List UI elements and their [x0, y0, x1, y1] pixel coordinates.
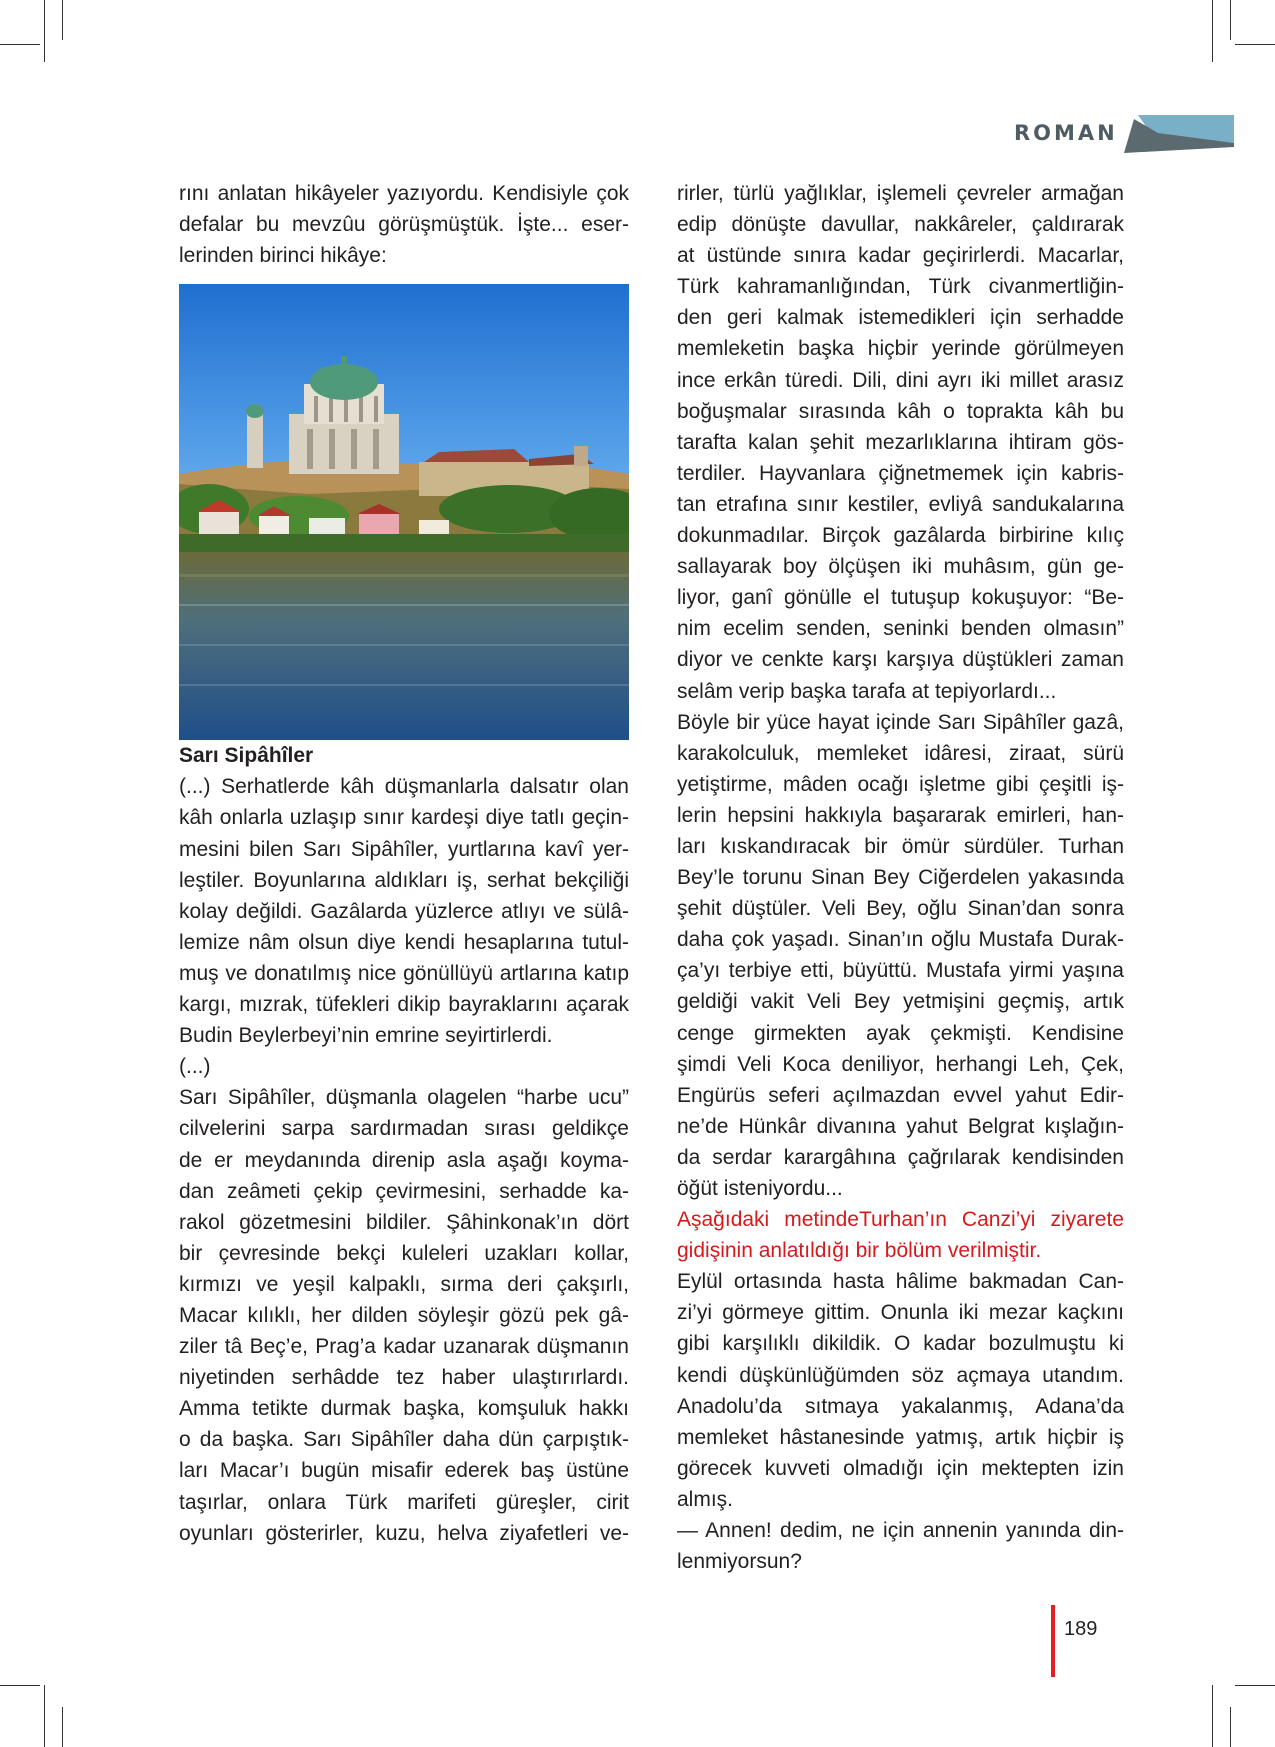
text-line: (...) Serhatlerde kâh düşmanlarla dalsatır olan	[179, 775, 629, 799]
text-line: tarafta kalan şehit mezarlıklarına ihtiram gös-	[677, 430, 1124, 454]
text-line: — Annen! dedim, ne için annenin yanında din-	[677, 1519, 1124, 1543]
paragraph	[179, 771, 629, 1051]
text-line: at üstünde sınıra kadar geçirirlerdi. Macarlar,	[677, 244, 1124, 268]
text-line: taşırlar, onlara Türk marifeti güreşler, cirit	[179, 1490, 629, 1514]
text-line: bir çevresinde bekçi kuleleri uzakları kollar,	[179, 1241, 629, 1265]
crop-mark	[0, 44, 40, 45]
crop-mark	[1212, 0, 1213, 62]
page-number: 189	[1064, 1618, 1098, 1640]
basilica-photo	[179, 284, 629, 740]
text-line: rını anlatan hikâyeler yazıyordu. Kendisiyle çok	[179, 182, 629, 205]
right-column	[677, 178, 1124, 1577]
text-line: selâm verip başka tarafa at tepiyorlardı...	[677, 679, 1057, 703]
text-line: gibi karşılıklı dikildik. O kadar bozulmuştu ki	[677, 1332, 1124, 1356]
text-line: ziler tâ Beç’e, Prag’a kadar uzanarak düşmanın	[179, 1335, 629, 1359]
text-line: terdiler. Hayvanlara çiğnetmemek için kabris-	[677, 461, 1124, 485]
intro-paragraph	[179, 178, 629, 271]
text-line: Türk kahramanlığından, Türk civanmertliğin-	[677, 275, 1124, 299]
text-line: Böyle bir yüce hayat içinde Sarı Sipâhîler gazâ,	[677, 710, 1124, 734]
text-line: o da başka. Sarı Sipâhîler daha dün çarpıştık-	[179, 1428, 629, 1452]
text-line: geldiği vakit Veli Bey yetmişini geçmiş, artık	[677, 990, 1124, 1014]
text-line: lenmiyorsun?	[677, 1550, 802, 1574]
paragraph	[677, 707, 1124, 1205]
crop-mark	[1235, 1685, 1275, 1686]
text-line: öğüt isteniyordu...	[677, 1177, 843, 1200]
text-line: şehit düştüler. Veli Bey, oğlu Sinan’dan sonra	[677, 897, 1124, 921]
text-line: Eylül ortasında hasta hâlime bakmadan Can-	[677, 1270, 1124, 1294]
text-line: niyetinden serhâdde tez haber ulaştırırlardı.	[179, 1366, 629, 1390]
text-line: şimdi Veli Koca deniliyor, herhangi Leh, Çek,	[677, 1052, 1124, 1076]
text-line: görecek kuvveti olmadığı için mektepten izin	[677, 1456, 1124, 1480]
dialogue-paragraph	[677, 1515, 1124, 1577]
crop-mark	[0, 1685, 40, 1686]
text-line: ları kıskandıracak bir ömür sürdüler. Turhan	[677, 834, 1124, 858]
text-line: muş ve donatılmış nice gönüllüyü artlarına katıp	[179, 961, 629, 985]
text-line: dan zeâmeti çekip çevirmesini, serhadde ka-	[179, 1179, 629, 1203]
instruction-text	[677, 1204, 1124, 1266]
text-line: rirler, türlü yağlıklar, işlemeli çevreler armağan	[677, 182, 1124, 205]
photo-illustration	[179, 284, 629, 740]
paragraph	[677, 178, 1124, 707]
text-line: lemize nâm olsun diye kendi hesaplarına tutul-	[179, 930, 629, 954]
text-line: liyor, ganî gönülle el tutuşup kokuşuyor: “Be-	[677, 586, 1124, 610]
text-line: Macar kılıklı, her dilden söyleşir gözü pek gâ-	[179, 1303, 629, 1327]
text-line: mesini bilen Sarı Sipâhîler, yurtlarına kavî yer-	[179, 837, 629, 861]
text-line: oyunları gösterirler, kuzu, helva ziyafetleri ve-	[179, 1521, 629, 1545]
text-line: edip dönüşte davullar, nakkâreler, çaldırarak	[677, 213, 1124, 237]
paragraph	[677, 1266, 1124, 1515]
text-line: Budin Beylerbeyi’nin emrine seyirtirlerdi.	[179, 1024, 553, 1048]
text-line: gidişinin anlatıldığı bir bölüm verilmiştir.	[677, 1239, 1042, 1263]
text-line: boğuşmalar sırasında kâh o toprakta kâh bu	[677, 399, 1124, 423]
text-line: de er meydanında direnip asla aşağı koyma-	[179, 1148, 629, 1172]
crop-mark	[44, 0, 45, 62]
left-column	[179, 178, 629, 1549]
text-line: karakolculuk, memleket idâresi, ziraat, sürü	[677, 741, 1124, 765]
text-line: Bey’le torunu Sinan Bey Ciğerdelen yakasında	[677, 866, 1124, 890]
text-line: Engürüs seferi açılmazdan evvel yahut Edir-	[677, 1083, 1124, 1107]
text-line: kâh onlarla uzlaşıp sınır kardeşi diye tatlı geçin-	[179, 806, 629, 830]
crop-mark	[1230, 0, 1231, 40]
text-line: zi’yi görmeye gittim. Onunla iki mezar kaçkını	[677, 1301, 1124, 1325]
text-line: kargı, mızrak, tüfekleri dikip bayraklarını açarak	[179, 993, 629, 1017]
text-line: Anadolu’da sıtmaya yakalanmış, Adana’da	[677, 1394, 1124, 1418]
text-line: rakol gözetmesini bildiler. Şâhinkonak’ın dört	[179, 1210, 629, 1234]
text-line: kolay değildi. Gazâlarda yüzlerce atlıyı ve sülâ-	[179, 899, 629, 923]
crop-mark	[62, 1707, 63, 1747]
text-line: Sarı Sipâhîler, düşmanla olagelen “harbe ucu”	[179, 1086, 629, 1110]
text-line: den geri kalmak istemedikleri için serhadde	[677, 306, 1124, 330]
text-line: kendi düşkünlüğümden söz açmaya utandım.	[677, 1363, 1124, 1387]
text-line: ları Macar’ı bugün misafir ederek baş üstüne	[179, 1459, 629, 1483]
text-line: defalar bu mevzûu görüşmüştük. İşte... eser-	[179, 213, 629, 237]
text-line: almış.	[677, 1487, 734, 1511]
paragraph	[179, 1082, 629, 1548]
crop-mark	[1230, 1707, 1231, 1747]
text-line: leştiler. Boyunlarına aldıkları iş, serhat bekçiliği	[179, 868, 629, 892]
text-line: daha çok yaşadı. Sinan’ın oğlu Mustafa Durak-	[677, 928, 1124, 952]
text-line: ne’de Hünkâr divanına yahut Belgrat kışlağın-	[677, 1114, 1124, 1138]
text-line: kırmızı ve yeşil kalpaklı, sırma deri çakşırlı,	[179, 1272, 629, 1296]
text-line: tan etrafına sınır kestiler, evliyâ sandukalarına	[677, 492, 1124, 516]
text-line: ince erkân türedi. Dili, dini ayrı iki millet arasız	[677, 368, 1124, 392]
text-line: Aşağıdaki metindeTurhan’ın Canzi’yi ziyarete	[677, 1208, 1124, 1232]
text-line: Amma tetikte durmak başka, komşuluk hakkı	[179, 1397, 629, 1421]
text-line: ça’yı terbiye etti, büyüttü. Mustafa yirmi yaşına	[677, 959, 1124, 983]
text-line: cilvelerini sarpa sardırmadan sırası geldikçe	[179, 1117, 629, 1141]
subhead: Sarı Sipâhîler	[179, 744, 314, 768]
crop-mark	[44, 1685, 45, 1747]
section-label: ROMAN	[1014, 121, 1118, 145]
crop-mark	[62, 0, 63, 40]
text-line: lerin hepsini hakkıyla başararak emirleri, han-	[677, 803, 1124, 827]
text-line: nim ecelim senden, seninki benden olmasın”	[677, 617, 1124, 641]
text-line: diyor ve cenkte karşı karşıya düştükleri zaman	[677, 648, 1124, 672]
text-line: memleketin başka hiçbir yerinde görülmeyen	[677, 337, 1124, 361]
text-line: yetiştirme, mâden ocağı işletme gibi çeşitli iş-	[677, 772, 1124, 796]
ellipsis: (...)	[179, 1055, 211, 1079]
crop-mark	[1235, 44, 1275, 45]
text-line: sallayarak boy ölçüşen iki muhâsım, gün ge-	[677, 555, 1124, 579]
text-line: dokunmadılar. Birçok gazâlarda birbirine kılıç	[677, 524, 1124, 548]
text-line: memleket hâstanesinde yatmış, artık hiçbir iş	[677, 1425, 1124, 1449]
section-tab-shape	[1124, 113, 1234, 155]
text-line: cenge girmekten ayak çekmişti. Kendisine	[677, 1021, 1124, 1045]
text-line: da serdar karargâhına çağrılarak kendisinden	[677, 1145, 1124, 1169]
page-number-rule	[1051, 1605, 1055, 1677]
text-line: lerinden birinci hikâye:	[179, 244, 387, 268]
crop-mark	[1212, 1685, 1213, 1747]
